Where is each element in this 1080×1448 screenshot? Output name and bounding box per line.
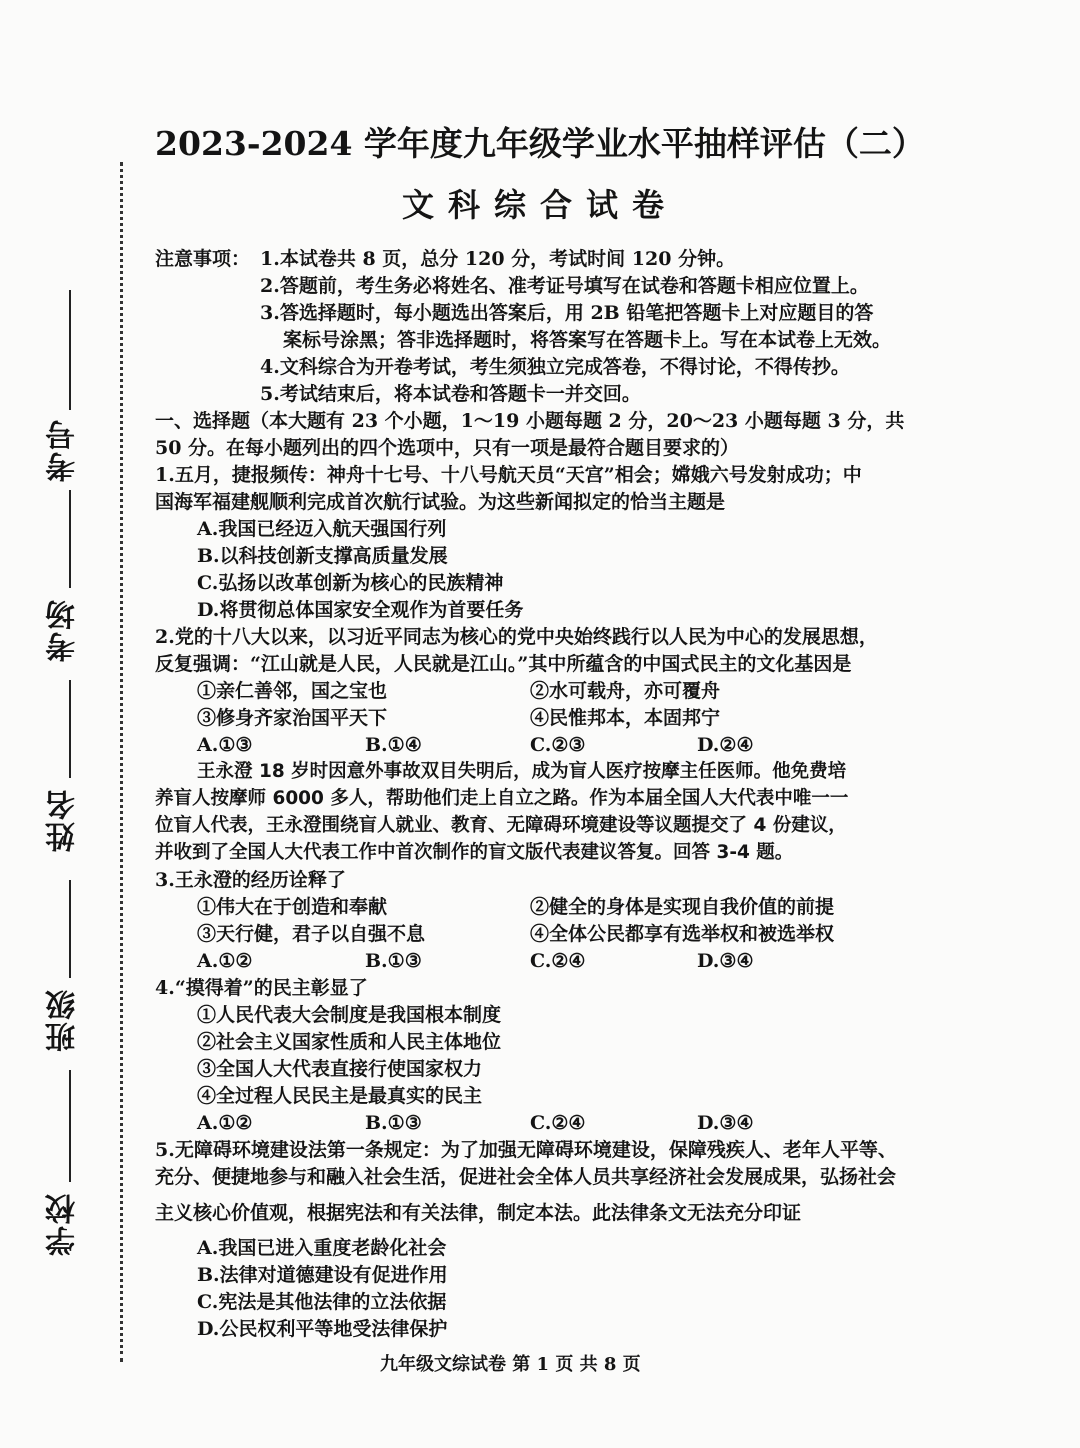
question-2-choice: C.②③ xyxy=(530,734,586,756)
question-4-choice: A.①② xyxy=(197,1112,253,1134)
notice-item: 2.答题前，考生务必将姓名、准考证号填写在试卷和答题卡相应位置上。 xyxy=(260,275,869,297)
notice-label: 注意事项： xyxy=(155,248,251,270)
question-5-stem: 5.无障碍环境建设法第一条规定：为了加强无障碍环境建设，保障残疾人、老年人平等、 xyxy=(155,1139,897,1161)
exam-number-label: 考号 xyxy=(46,418,81,482)
question-3-choice: B.①③ xyxy=(365,950,422,972)
question-4-statement: ④全过程人民民主是最真实的民主 xyxy=(197,1085,483,1107)
question-2-statement: ④民惟邦本，本固邦宁 xyxy=(530,707,721,729)
question-2-statement: ②水可载舟，亦可覆舟 xyxy=(530,680,721,702)
exam-subtitle: 文科综合试卷 xyxy=(401,186,678,224)
class-label: 班级 xyxy=(46,988,81,1052)
question-4-choice: C.②④ xyxy=(530,1112,586,1134)
question-2-choice: A.①③ xyxy=(197,734,253,756)
notice-item: 1.本试卷共 8 页，总分 120 分，考试时间 120 分钟。 xyxy=(260,248,736,270)
passage-line: 王永澄 18 岁时因意外事故双目失明后，成为盲人医疗按摩主任医师。他免费培 xyxy=(197,761,847,782)
question-1-stem: 1.五月，捷报频传：神舟十七号、十八号航天员“天宫”相会；嫦娥六号发射成功；中 xyxy=(155,464,862,486)
question-3-statement: ①伟大在于创造和奉献 xyxy=(197,896,388,918)
question-2-stem: 反复强调：“江山就是人民，人民就是江山。”其中所蕴含的中国式民主的文化基因是 xyxy=(155,653,852,675)
section-intro: 一、选择题（本大题有 23 个小题，1～19 小题每题 2 分，20～23 小题每题 3 分，共 xyxy=(155,410,905,432)
exam-title: 2023-2024 学年度九年级学业水平抽样评估（二） xyxy=(155,124,925,163)
school-label: 学校 xyxy=(46,1192,81,1256)
question-3-statement: ②健全的身体是实现自我价值的前提 xyxy=(530,896,835,918)
binding-margin xyxy=(38,290,92,1260)
question-3-statement: ④全体公民都享有选举权和被选举权 xyxy=(530,923,835,945)
question-5-stem: 充分、便捷地参与和融入社会生活，促进社会全体人员共享经济社会发展成果，弘扬社会 xyxy=(155,1166,897,1188)
question-4-choice: D.③④ xyxy=(697,1112,754,1134)
question-3-statement: ③天行健，君子以自强不息 xyxy=(197,923,426,945)
notice-item: 3.答选择题时，每小题选出答案后，用 2B 铅笔把答题卡上对应题目的答 xyxy=(260,302,874,324)
question-1-option: A.我国已经迈入航天强国行列 xyxy=(197,518,447,540)
question-4-statement: ②社会主义国家性质和人民主体地位 xyxy=(197,1031,502,1053)
question-5-option: C.宪法是其他法律的立法依据 xyxy=(197,1291,447,1313)
name-field xyxy=(38,680,92,880)
question-1-option: B.以科技创新支撑高质量发展 xyxy=(197,545,448,567)
notice-item: 案标号涂黑；答非选择题时，将答案写在答题卡上。写在本试卷上无效。 xyxy=(283,329,892,351)
question-4-statement: ①人民代表大会制度是我国根本制度 xyxy=(197,1004,502,1026)
question-5-stem: 主义核心价值观，根据宪法和有关法律，制定本法。此法律条文无法充分印证 xyxy=(155,1202,802,1224)
question-4-statement: ③全国人大代表直接行使国家权力 xyxy=(197,1058,483,1080)
section-intro: 50 分。在每小题列出的四个选项中，只有一项是最符合题目要求的） xyxy=(155,437,740,459)
question-1-option: C.弘扬以改革创新为核心的民族精神 xyxy=(197,572,504,594)
exam-room-field xyxy=(38,490,92,680)
question-5-option: B.法律对道德建设有促进作用 xyxy=(197,1264,448,1286)
exam-room-blank xyxy=(69,490,71,588)
question-2-statement: ③修身齐家治国平天下 xyxy=(197,707,388,729)
name-label: 姓名 xyxy=(46,788,81,852)
question-3-choice: D.③④ xyxy=(697,950,754,972)
question-5-option: D.公民权利平等地受法律保护 xyxy=(197,1318,448,1340)
passage-line: 并收到了全国人大代表工作中首次制作的盲文版代表建议答复。回答 3-4 题。 xyxy=(155,842,794,863)
binding-dotted-line xyxy=(120,162,123,1362)
exam-room-label: 考场 xyxy=(46,598,81,662)
question-3-stem: 3.王永澄的经历诠释了 xyxy=(155,869,346,891)
question-3-choice: A.①② xyxy=(197,950,253,972)
class-blank xyxy=(69,880,71,978)
question-2-choice: B.①④ xyxy=(365,734,422,756)
question-2-statement: ①亲仁善邻，国之宝也 xyxy=(197,680,388,702)
school-field xyxy=(38,1070,92,1260)
page-footer: 九年级文综试卷 第 1 页 共 8 页 xyxy=(380,1354,641,1375)
notice-item: 4.文科综合为开卷考试，考生须独立完成答卷，不得讨论，不得传抄。 xyxy=(260,356,850,378)
name-blank xyxy=(69,680,71,778)
passage-line: 位盲人代表，王永澄围绕盲人就业、教育、无障碍环境建设等议题提交了 4 份建议， xyxy=(155,815,847,836)
question-2-stem: 2.党的十八大以来，以习近平同志为核心的党中央始终践行以人民为中心的发展思想， xyxy=(155,626,878,648)
school-blank xyxy=(69,1070,71,1182)
question-3-choice: C.②④ xyxy=(530,950,586,972)
exam-number-field xyxy=(38,290,92,490)
passage-line: 养盲人按摩师 6000 多人，帮助他们走上自立之路。作为本届全国人大代表中唯一一 xyxy=(155,788,849,809)
question-1-option: D.将贯彻总体国家安全观作为首要任务 xyxy=(197,599,524,621)
question-5-option: A.我国已进入重度老龄化社会 xyxy=(197,1237,447,1259)
question-4-stem: 4.“摸得着”的民主彰显了 xyxy=(155,977,368,999)
notice-item: 5.考试结束后，将本试卷和答题卡一并交回。 xyxy=(260,383,641,405)
question-2-choice: D.②④ xyxy=(697,734,754,756)
question-4-choice: B.①③ xyxy=(365,1112,422,1134)
question-1-stem: 国海军福建舰顺利完成首次航行试验。为这些新闻拟定的恰当主题是 xyxy=(155,491,726,513)
exam-number-blank xyxy=(69,290,71,410)
class-field xyxy=(38,880,92,1070)
